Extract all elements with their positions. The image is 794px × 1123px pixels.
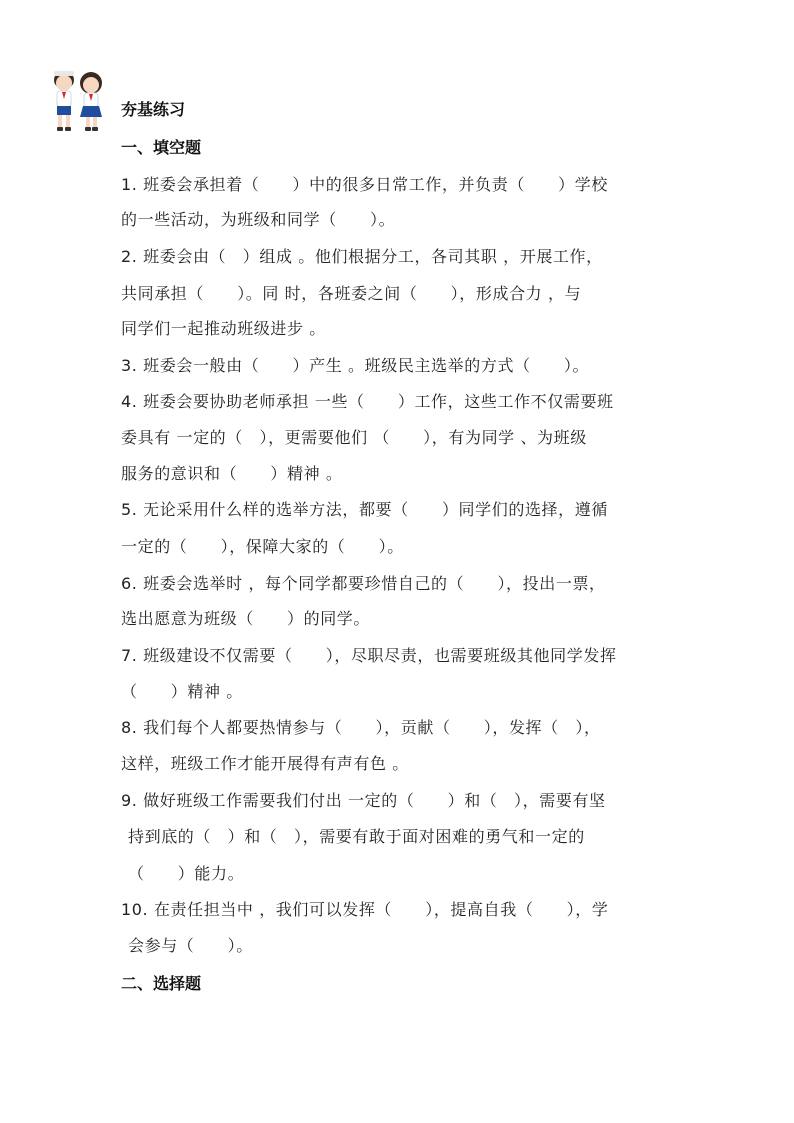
question-line: 4. 班委会要协助老师承担 一些（ ）工作，这些工作不仅需要班 <box>121 392 614 411</box>
question-line: 委具有 一定的（ ），更需要他们 （ ），有为同学 、为班级 <box>121 428 587 447</box>
two-students-icon <box>48 62 108 134</box>
question-line: 这样，班级工作才能开展得有声有色 。 <box>121 754 409 773</box>
question-line: （ ）精神 。 <box>121 682 243 701</box>
question-line: 9. 做好班级工作需要我们付出 一定的（ ）和（ ），需要有坚 <box>121 791 606 810</box>
question-line: 6. 班委会选举时 ，每个同学都要珍惜自己的（ ），投出一票， <box>121 574 606 593</box>
question-line: 选出愿意为班级（ ）的同学。 <box>121 609 371 628</box>
question-line: 7. 班级建设不仅需要（ ），尽职尽责，也需要班级其他同学发挥 <box>121 646 617 665</box>
question-line: 2. 班委会由（ ）组成 。他们根据分工，各司其职 ，开展工作， <box>121 247 603 266</box>
section-choice-title: 二、选择题 <box>121 974 202 993</box>
question-line: （ ）能力。 <box>128 864 245 883</box>
question-line: 服务的意识和（ ）精神 。 <box>121 464 343 483</box>
question-line: 1. 班委会承担着（ ）中的很多日常工作，并负责（ ）学校 <box>121 175 608 194</box>
question-line: 一定的（ ），保障大家的（ ）。 <box>121 537 404 556</box>
section-fill-blank-title: 一、填空题 <box>121 138 202 157</box>
question-line: 持到底的（ ）和（ ），需要有敢于面对困难的勇气和一定的 <box>128 827 585 846</box>
page-title: 夯基练习 <box>121 100 186 119</box>
question-line: 的一些活动，为班级和同学（ ）。 <box>121 210 396 229</box>
question-line: 10. 在责任担当中 ，我们可以发挥（ ），提高自我（ ），学 <box>121 900 609 919</box>
question-line: 共同承担（ ）。同 时，各班委之间（ ），形成合力 ，与 <box>121 284 582 303</box>
question-line: 3. 班委会一般由（ ）产生 。班级民主选举的方式（ ）。 <box>121 356 590 375</box>
question-line: 会参与（ ）。 <box>128 936 253 955</box>
question-line: 8. 我们每个人都要热情参与（ ），贡献（ ），发挥（ ）， <box>121 718 601 737</box>
question-line: 同学们一起推动班级进步 。 <box>121 319 326 338</box>
question-line: 5. 无论采用什么样的选举方法，都要（ ）同学们的选择，遵循 <box>121 500 608 519</box>
